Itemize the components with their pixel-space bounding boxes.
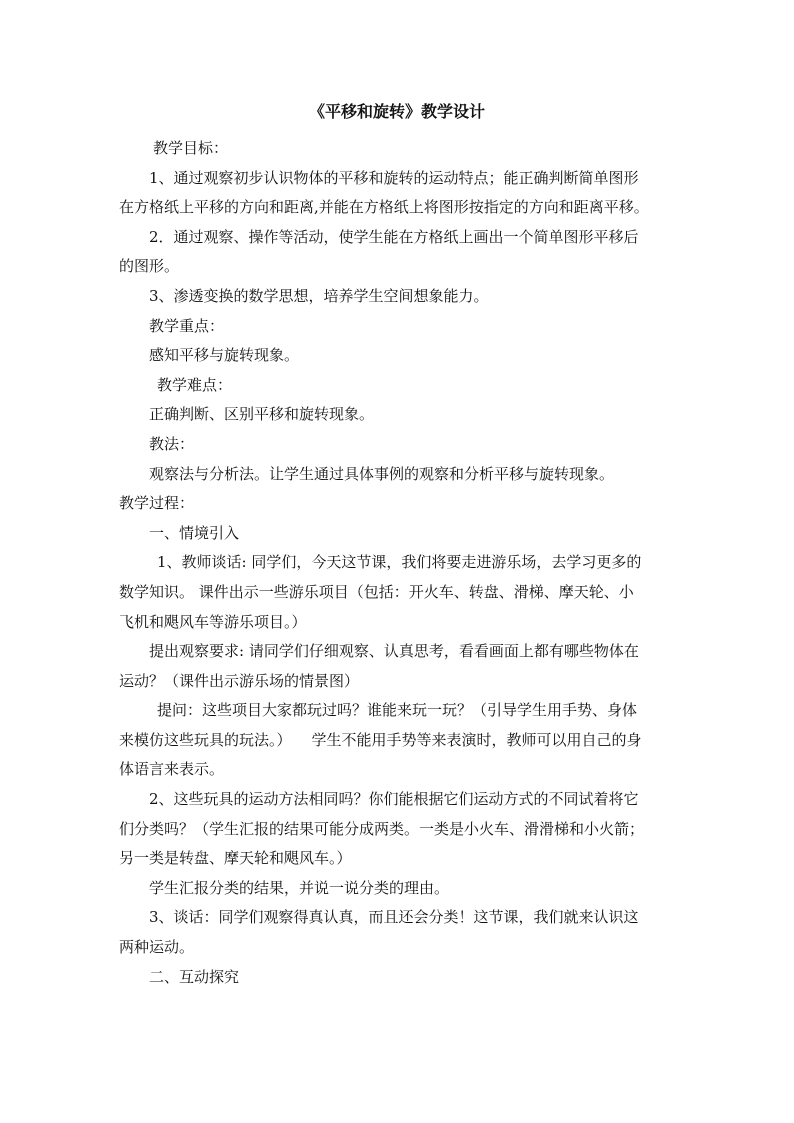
paragraph-line: 1、教师谈话: 同学们，今天这节课，我们将要走进游乐场，去学习更多的 <box>157 553 642 572</box>
paragraph-line: 感知平移与旋转现象。 <box>149 346 300 365</box>
paragraph-line: 们分类吗？（学生汇报的结果可能分成两类。一类是小火车、滑滑梯和小火箭； <box>119 819 645 838</box>
heading-difficulties: 教学难点： <box>157 375 233 394</box>
document-body <box>119 134 681 992</box>
paragraph-line: 飞机和飓风车等游乐项目。） <box>119 612 307 631</box>
paragraph-line <box>119 726 681 756</box>
heading-key-points: 教学重点： <box>149 316 225 335</box>
paragraph-line: 数学知识。 课件出示一些游乐项目（包括：开火车、转盘、滑梯、摩天轮、小 <box>119 582 634 601</box>
paragraph-line: 的图形。 <box>119 257 180 276</box>
paragraph-fragment: 学生不能用手势等来表演时，教师可以用自己的身 <box>311 730 642 749</box>
paragraph-line: 3、谈话：同学们观察得真认真，而且还会分类！这节课，我们就来认识这 <box>149 908 639 927</box>
paragraph-line: 3、渗透变换的数学思想，培养学生空间想象能力。 <box>149 286 489 305</box>
heading-teaching-goals: 教学目标： <box>153 139 229 157</box>
heading-teaching-process: 教学过程： <box>119 494 195 513</box>
paragraph-line: 2．通过观察、操作等活动，使学生能在方格纸上画出一个简单图形平移后 <box>149 227 639 246</box>
paragraph-line: 体语言来表示。 <box>119 760 225 779</box>
paragraph-fragment: 来模仿这些玩具的玩法。） <box>119 730 292 749</box>
paragraph-line: 学生汇报分类的结果，并说一说分类的理由。 <box>149 878 450 897</box>
paragraph-line: 2、这些玩具的运动方法相同吗？你们能根据它们运动方式的不同试着将它 <box>149 790 639 809</box>
paragraph-line: 观察法与分析法。让学生通过具体事例的观察和分析平移与旋转现象。 <box>149 464 615 483</box>
paragraph-line: 运动？（课件出示游乐场的情景图） <box>119 671 360 690</box>
section-heading-interactive: 二、互动探究 <box>149 967 240 986</box>
paragraph-line: 1、通过观察初步认识物体的平移和旋转的运动特点；能正确判断简单图形 <box>149 168 639 187</box>
section-heading-intro: 一、情境引入 <box>149 523 240 542</box>
paragraph-line: 提出观察要求: 请同学们仔细观察、认真思考，看看画面上都有哪些物体在 <box>149 642 639 661</box>
paragraph-line: 正确判断、区别平移和旋转现象。 <box>149 405 375 424</box>
paragraph-line: 两种运动。 <box>119 938 195 957</box>
paragraph-line: 另一类是转盘、摩天轮和飓风车。） <box>119 849 352 868</box>
paragraph-line: 在方格纸上平移的方向和距离,并能在方格纸上将图形按指定的方向和距离平移。 <box>119 198 649 217</box>
document-title: 《平移和旋转》教学设计 <box>308 102 485 121</box>
paragraph-line: 提问：这些项目大家都玩过吗？谁能来玩一玩？（引导学生用手势、身体 <box>157 701 638 720</box>
heading-teaching-method: 教法： <box>149 434 195 453</box>
